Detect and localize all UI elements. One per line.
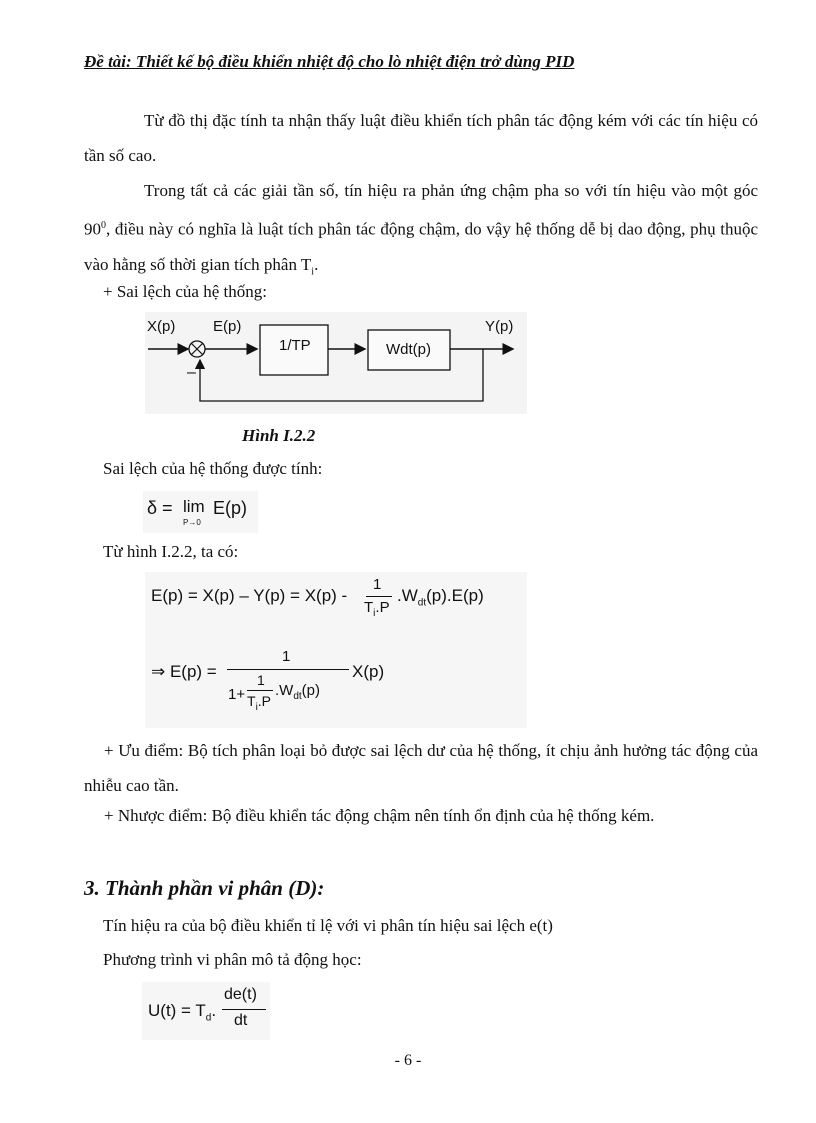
eq2-right: X(p) bbox=[352, 662, 385, 681]
advantage-text: + Ưu điểm: Bộ tích phân loại bỏ được sai lệch dư của hệ thống, ít chịu ảnh hưởng tác động của nhiễu cao tần. bbox=[84, 741, 758, 795]
formula-delta bbox=[143, 491, 258, 533]
para2-text-b: , điều này có nghĩa là luật tích phân tác động chậm, do vậy hệ thống dễ bị dao động, phụ thuộc vào hằng số thời gian tích phân T bbox=[84, 219, 758, 274]
section-title: 3. Thành phần vi phân (D): bbox=[84, 876, 325, 900]
disadvantage-text: + Nhược điểm: Bộ điều khiển tác động chậm nên tính ổn định của hệ thống kém. bbox=[104, 806, 655, 825]
block-diagram-svg bbox=[145, 312, 527, 414]
eq1-left: E(p) = X(p) – Y(p) = X(p) - bbox=[151, 586, 348, 605]
para2-text-end: . bbox=[314, 254, 319, 274]
para2-ti-sub: i bbox=[311, 266, 315, 278]
page-header: Đề tài: Thiết kế bộ điều khiển nhiệt độ cho lò nhiệt điện trở dùng PID bbox=[84, 52, 575, 71]
paragraph-phase-lag bbox=[84, 173, 758, 289]
from-figure-text: Từ hình I.2.2, ta có: bbox=[103, 542, 239, 561]
d-line-1: Tín hiệu ra của bộ điều khiển tỉ lệ với vi phân tín hiệu sai lệch e(t) bbox=[103, 916, 553, 935]
page-number: - 6 - bbox=[394, 1052, 422, 1069]
equation-block bbox=[145, 572, 527, 728]
figure-caption: Hình I.2.2 bbox=[242, 426, 316, 445]
para2-degree-sup: 0 bbox=[101, 220, 106, 231]
delta-lim: lim bbox=[183, 497, 205, 516]
block-diagram bbox=[145, 312, 527, 414]
para2-text-a: Trong tất cả các giải tần số, tín hiệu ra phản ứng chậm pha so với tín hiệu vào một góc 90 bbox=[84, 181, 758, 239]
formula-derivative bbox=[142, 982, 270, 1040]
delta-rhs: E(p) bbox=[213, 498, 248, 518]
paragraph-integral-high-freq: Từ đồ thị đặc tính ta nhận thấy luật điều khiển tích phân tác động kém với các tín hiệu có tần số cao. bbox=[84, 111, 758, 165]
eq3-left: $U(t) = T_d$. bbox=[148, 1001, 217, 1024]
eq1-right: $.W_{dt}(p).E(p)$ bbox=[397, 586, 484, 609]
label-input: X(p) bbox=[147, 318, 176, 335]
eq2-num: 1 bbox=[282, 648, 291, 665]
label-output: Y(p) bbox=[485, 318, 514, 335]
label-error: E(p) bbox=[213, 318, 242, 335]
eq2-inner-den: $T_i.P$ bbox=[247, 693, 272, 713]
d-line-2: Phương trình vi phân mô tả động học: bbox=[103, 950, 362, 969]
label-minus: – bbox=[187, 364, 196, 381]
eq1-den: $T_i.P$ bbox=[364, 599, 390, 619]
eq3-num: de(t) bbox=[224, 986, 257, 1003]
eq2-left: ⇒ E(p) = bbox=[151, 662, 217, 681]
label-block1: 1/TP bbox=[279, 337, 311, 354]
label-block2: Wdt(p) bbox=[386, 341, 431, 358]
delta-lhs: δ = bbox=[147, 498, 173, 518]
eq2-den-pre: 1+ bbox=[228, 686, 246, 703]
eq2-den-w: $.W_{dt}(p)$ bbox=[275, 682, 321, 702]
bullet-system-error: + Sai lệch của hệ thống: bbox=[103, 282, 267, 301]
eq1-num: 1 bbox=[373, 576, 382, 593]
eq3-den: dt bbox=[234, 1012, 248, 1029]
delta-lim-sub: P→0 bbox=[183, 518, 201, 527]
error-calc-text: Sai lệch của hệ thống được tính: bbox=[103, 459, 323, 478]
eq2-inner-num: 1 bbox=[257, 672, 265, 688]
